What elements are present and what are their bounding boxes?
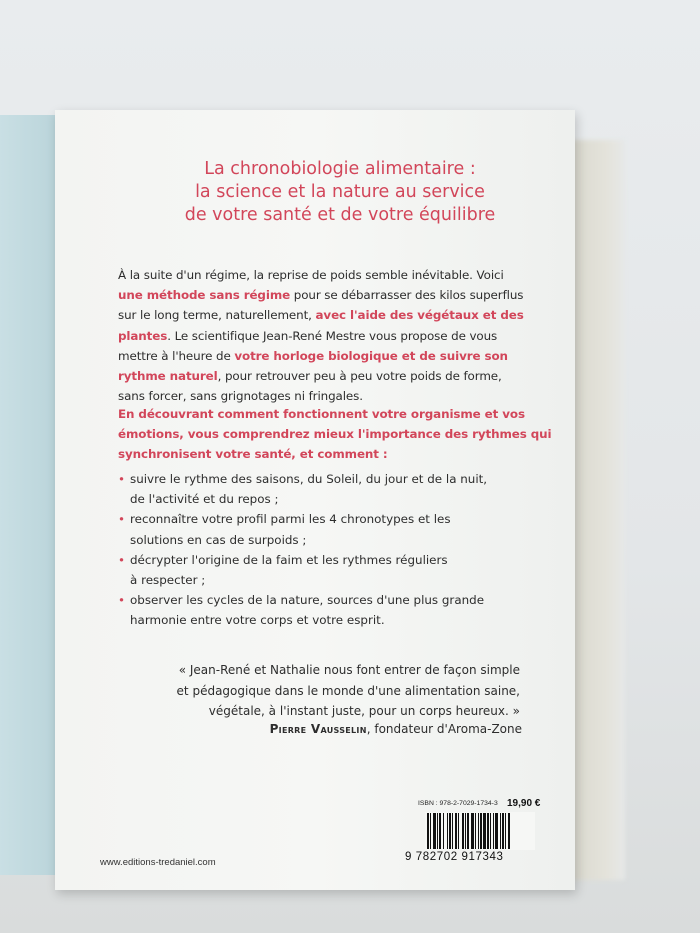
cover-title [90, 158, 590, 227]
barcode-number: 9 782702 917343 [405, 851, 504, 863]
list-item [118, 469, 518, 509]
title-line: de votre santé et de votre équilibre [184, 205, 496, 225]
list-item [118, 550, 518, 590]
text-span: sur le long terme, naturellement, [118, 308, 316, 323]
list-item-line: solutions en cas de surpoids ; [130, 532, 307, 547]
list-item-line: suivre le rythme des saisons, du Soleil, du jour et de la nuit, [130, 472, 488, 486]
text-line [118, 366, 513, 386]
publisher-website: www.editions-tredaniel.com [100, 857, 216, 868]
list-item-line: harmonie entre votre corps et votre esprit. [130, 613, 385, 628]
lead-line: émotions, vous comprendrez mieux l'importance des rythmes qui [118, 427, 552, 442]
text-line [118, 285, 524, 305]
quote-line: et pédagogique dans le monde d'une alimentation saine, [176, 683, 520, 698]
intro-paragraph [118, 265, 524, 406]
highlight-text: une méthode sans régime [118, 288, 291, 303]
price-label: 19,90 € [507, 798, 541, 809]
quote-author [120, 722, 522, 736]
quote-line: « Jean-René et Nathalie nous font entrer de façon simple [178, 663, 520, 677]
text-span: mettre à l'heure de [118, 348, 235, 363]
text-span: . Le scientifique Jean-René Mestre vous propose de vous [167, 328, 498, 343]
text-span: À la suite d'un régime, la reprise de poids semble inévitable. Voici [118, 268, 504, 282]
title-line: la science et la nature au service [195, 182, 485, 202]
list-item-line: de l'activité et du repos ; [130, 492, 279, 507]
text-span: pour se débarrasser des kilos superflus [290, 288, 524, 303]
author-role: , fondateur d'Aroma-Zone [366, 722, 522, 736]
list-item-line: reconnaître votre profil parmi les 4 chronotypes et les [130, 512, 451, 527]
list-item-line: à respecter ; [130, 573, 206, 588]
lead-line: En découvrant comment fonctionnent votre organisme et vos [118, 407, 525, 421]
list-item [118, 509, 518, 549]
highlight-text: votre horloge biologique et de suivre son [234, 348, 508, 363]
list-item-line: décrypter l'origine de la faim et les rythmes réguliers [130, 552, 448, 567]
text-span: sans forcer, sans grignotages ni fringales. [118, 389, 363, 404]
bullet-dot-icon: • [118, 512, 126, 527]
isbn-text: ISBN : 978-2-7029-1734-3 [418, 800, 498, 807]
author-name: Pierre Vausselin [269, 722, 367, 736]
title-line: La chronobiologie alimentaire : [204, 159, 476, 179]
highlight-text: rythme naturel [118, 369, 218, 384]
text-line [118, 305, 524, 325]
text-line [118, 265, 513, 285]
quote-line: végétale, à l'instant juste, pour un corps heureux. » [208, 704, 520, 718]
bullet-dot-icon: • [118, 552, 126, 567]
bullet-dot-icon: • [118, 472, 126, 486]
barcode-icon [425, 812, 535, 850]
bullet-dot-icon: • [118, 593, 126, 608]
lead-line: synchronisent votre santé, et comment : [118, 447, 388, 462]
highlight-text: avec l'aide des végétaux et des [315, 308, 524, 323]
text-line [118, 346, 513, 366]
text-span: , pour retrouver peu à peu votre poids de forme, [217, 369, 502, 384]
list-item-line: observer les cycles de la nature, sources d'une plus grande [130, 593, 485, 608]
text-line [118, 326, 513, 346]
list-item [118, 590, 518, 630]
highlight-text: plantes [118, 328, 168, 343]
bullet-list [118, 469, 518, 631]
testimonial-quote [120, 660, 520, 722]
lead-paragraph [118, 404, 552, 465]
